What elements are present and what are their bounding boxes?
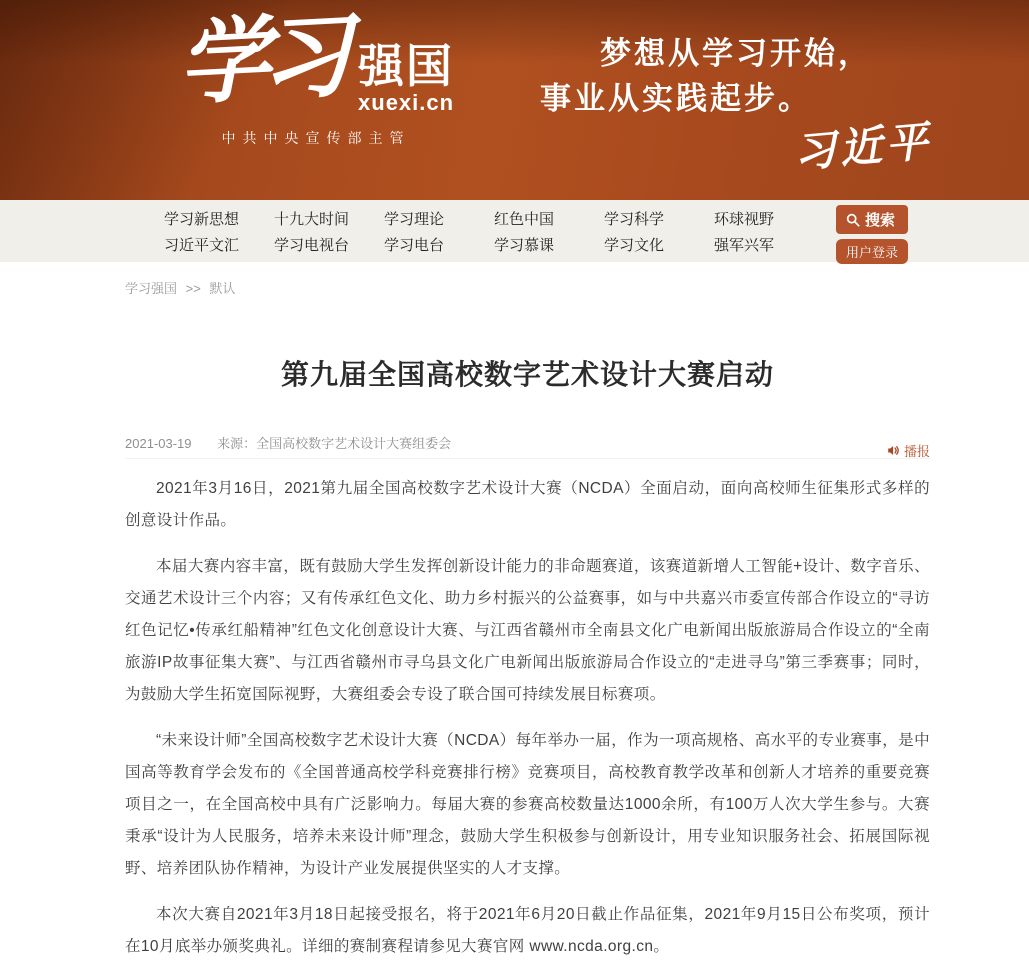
- logo-subtitle: 中共中央宣传部主管: [221, 130, 411, 147]
- logo-calligraphy-text: 学习: [175, 5, 345, 116]
- signature-calligraphy: 习近平: [792, 119, 934, 177]
- breadcrumb-separator: >>: [185, 281, 201, 296]
- article-paragraph: “未来设计师”全国高校数字艺术设计大赛（NCDA）每年举办一届，作为一项高规格、高水平的专业赛事，是中国高等教育学会发布的《全国普通高校学科竞赛排行榜》竞赛项目，高校教育教学改革和创新人才培养的重要竞赛项目之一，在全国高校中具有广泛影响力。每届大赛的参赛高校数量达1000余所，有100万人次大学生参与。大赛秉承“设计为人民服务，培养未来设计师”理念，鼓励大学生积极参与创新设计，用专业知识服务社会、拓展国际视野、培养团队协作精神，为设计产业发展提供坚实的人才支撑。: [125, 732, 930, 877]
- nav-item-r2-4[interactable]: 学习慕课: [494, 237, 555, 254]
- slogan-line-2: 事业从实践起步。: [540, 80, 812, 116]
- nav-item-r1-1[interactable]: 学习新思想: [164, 211, 240, 228]
- logo-block-text: 强国: [358, 40, 455, 92]
- speaker-icon: [887, 444, 900, 457]
- article-paragraph: 本次大赛自2021年3月18日起接受报名，将于2021年6月20日截止作品征集，2021年9月15日公布奖项，预计在10月底举办颁奖典礼。详细的赛制赛程请参见大赛官网 www.ncda.org.cn。: [125, 906, 930, 955]
- broadcast-label: 播报: [903, 444, 930, 459]
- article-source: 来源：全国高校数字艺术设计大赛组委会: [217, 436, 452, 451]
- article-paragraph: 2021年3月16日，2021第九届全国高校数字艺术设计大赛（NCDA）全面启动，面向高校师生征集形式多样的创意设计作品。: [125, 480, 930, 529]
- breadcrumb-current[interactable]: 默认: [209, 281, 236, 296]
- search-button[interactable]: [836, 205, 908, 234]
- logo-domain-text: xuexi.cn: [358, 90, 455, 116]
- article-date: 2021-03-19: [125, 436, 192, 451]
- nav-links: [164, 207, 824, 259]
- main-content: [0, 262, 1029, 963]
- article: [125, 353, 930, 963]
- search-button-label: 搜索: [865, 212, 896, 229]
- nav-item-r1-6[interactable]: 环球视野: [714, 211, 775, 228]
- slogan-line-1: 梦想从学习开始，: [600, 36, 872, 71]
- login-button[interactable]: [836, 239, 908, 264]
- nav-item-r2-5[interactable]: 学习文化: [604, 237, 665, 254]
- header-slogan: [540, 32, 960, 184]
- nav-item-r1-4[interactable]: 红色中国: [494, 211, 555, 228]
- breadcrumb-home[interactable]: 学习强国: [125, 281, 178, 296]
- article-body: [125, 473, 930, 963]
- nav-actions: [836, 205, 908, 264]
- nav-item-r2-2[interactable]: 学习电视台: [274, 237, 350, 254]
- nav-item-r1-3[interactable]: 学习理论: [384, 211, 445, 228]
- article-meta: [125, 433, 930, 459]
- nav-item-r1-5[interactable]: 学习科学: [604, 211, 665, 228]
- search-icon: [846, 213, 860, 227]
- login-button-label: 用户登录: [846, 245, 899, 260]
- site-header: [0, 0, 1029, 200]
- article-title: 第九届全国高校数字艺术设计大赛启动: [280, 359, 774, 390]
- nav-item-r1-2[interactable]: 十九大时间: [274, 211, 350, 228]
- nav-item-r2-6[interactable]: 强军兴军: [714, 237, 775, 254]
- nav-item-r2-1[interactable]: 习近平文汇: [164, 237, 240, 254]
- nav-item-r2-3[interactable]: 学习电台: [384, 237, 445, 254]
- main-navbar: [0, 200, 1029, 262]
- article-paragraph: 本届大赛内容丰富，既有鼓励大学生发挥创新设计能力的非命题赛道，该赛道新增人工智能+设计、数字音乐、交通艺术设计三个内容；又有传承红色文化、助力乡村振兴的公益赛事，如与中共嘉兴市委宣传部合作设立的“寻访红色记忆•传承红船精神”红色文化创意设计大赛、与江西省赣州市全南县文化广电新闻出版旅游局合作设立的“全南旅游IP故事征集大赛”、与江西省赣州市寻乌县文化广电新闻出版旅游局合作设立的“走进寻乌”第三季赛事；同时，为鼓励大学生拓宽国际视野，大赛组委会专设了联合国可持续发展目标赛项。: [125, 558, 930, 703]
- site-logo[interactable]: [175, 5, 455, 148]
- broadcast-button[interactable]: [887, 441, 930, 460]
- breadcrumb: [0, 262, 1029, 297]
